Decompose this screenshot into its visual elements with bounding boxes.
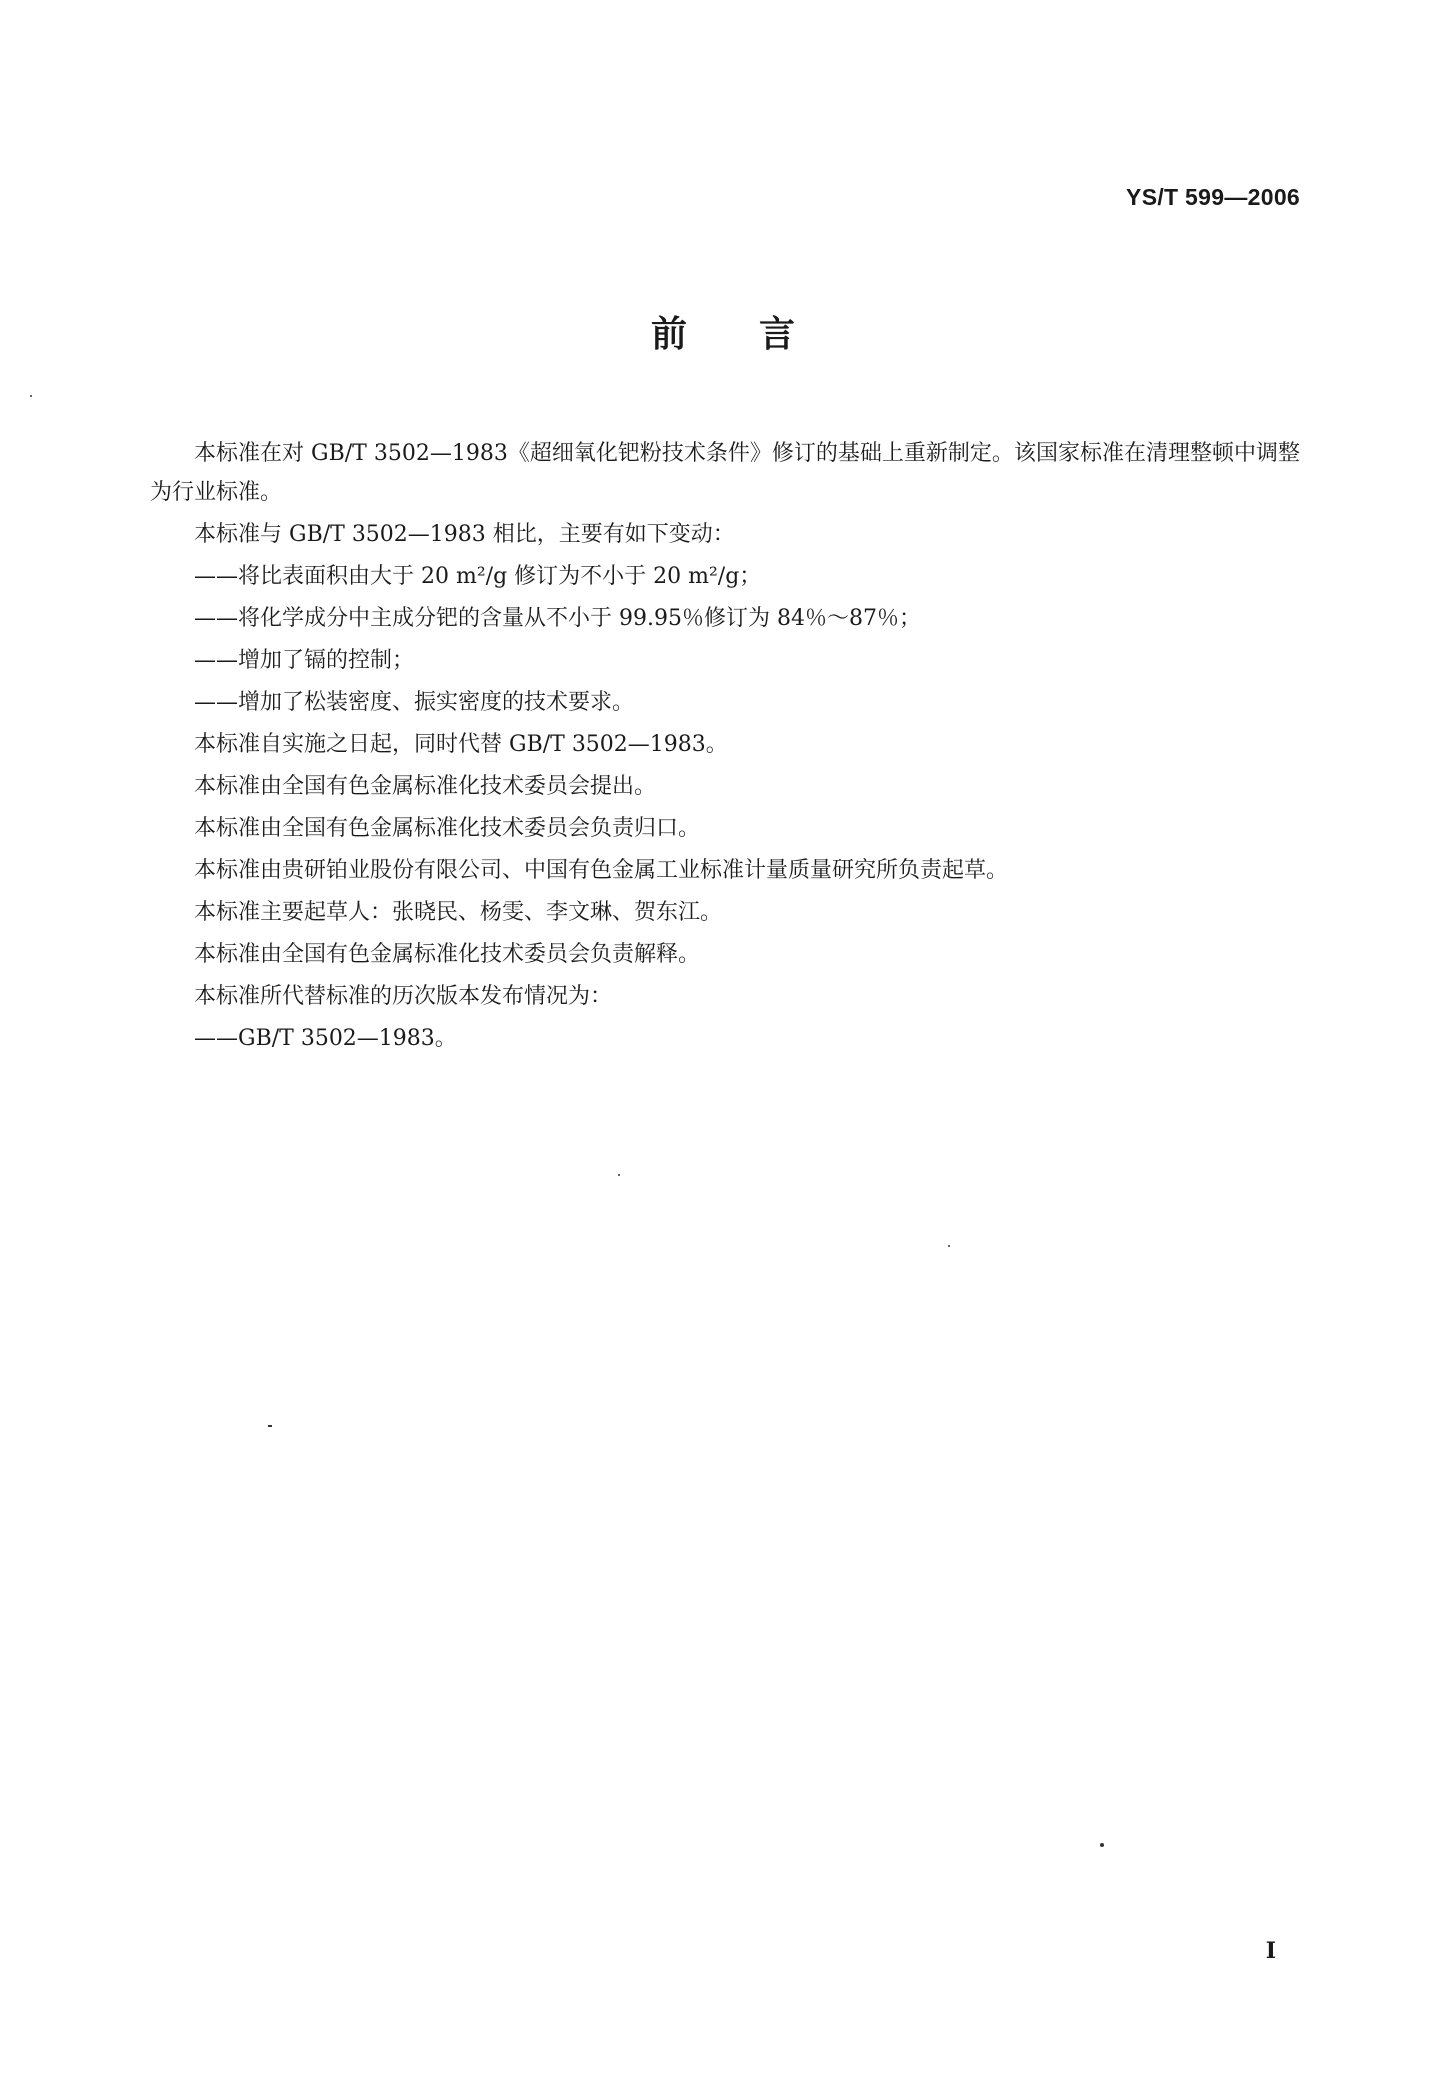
statement-history-intro: 本标准所代替标准的历次版本发布情况为：: [194, 984, 613, 1009]
statement-drafters: 本标准主要起草人：张晓民、杨雯、李文琳、贺东江。: [194, 900, 723, 925]
statement-replaces: 本标准自实施之日起，同时代替 GB/T 3502—1983。: [194, 732, 728, 757]
statement-proposed: 本标准由全国有色金属标准化技术委员会提出。: [194, 774, 657, 799]
history-item: ——GB/T 3502—1983。: [194, 1026, 457, 1051]
standard-code: YS/T 599—2006: [1126, 184, 1300, 210]
change-item: ——将比表面积由大于 20 m²/g 修订为不小于 20 m²/g；: [194, 564, 762, 589]
change-item: ——将化学成分中主成分钯的含量从不小于 99.95％修订为 84％～87％；: [194, 606, 921, 631]
change-item: ——增加了镉的控制；: [194, 648, 415, 673]
intro-paragraph: 本标准在对 GB/T 3502—1983《超细氧化钯粉技术条件》修订的基础上重新制定。该国家标准在清理整顿中调整为行业标准。: [150, 441, 1300, 505]
page-number: I: [1265, 1938, 1276, 1964]
changes-intro: 本标准与 GB/T 3502—1983 相比，主要有如下变动：: [194, 522, 735, 547]
change-item: ——增加了松装密度、振实密度的技术要求。: [194, 690, 635, 715]
preface-body: [150, 434, 1300, 1061]
statement-interpretation: 本标准由全国有色金属标准化技术委员会负责解释。: [194, 942, 701, 967]
scan-speck: [618, 1174, 620, 1176]
scan-speck: [1100, 1843, 1104, 1847]
page-title: 前言: [650, 314, 867, 355]
scan-speck: [268, 1425, 272, 1427]
scan-speck: [948, 1245, 950, 1247]
scan-speck: [30, 395, 32, 397]
statement-centralized: 本标准由全国有色金属标准化技术委员会负责归口。: [194, 816, 701, 841]
statement-drafted: 本标准由贵研铂业股份有限公司、中国有色金属工业标准计量质量研究所负责起草。: [194, 858, 1009, 883]
